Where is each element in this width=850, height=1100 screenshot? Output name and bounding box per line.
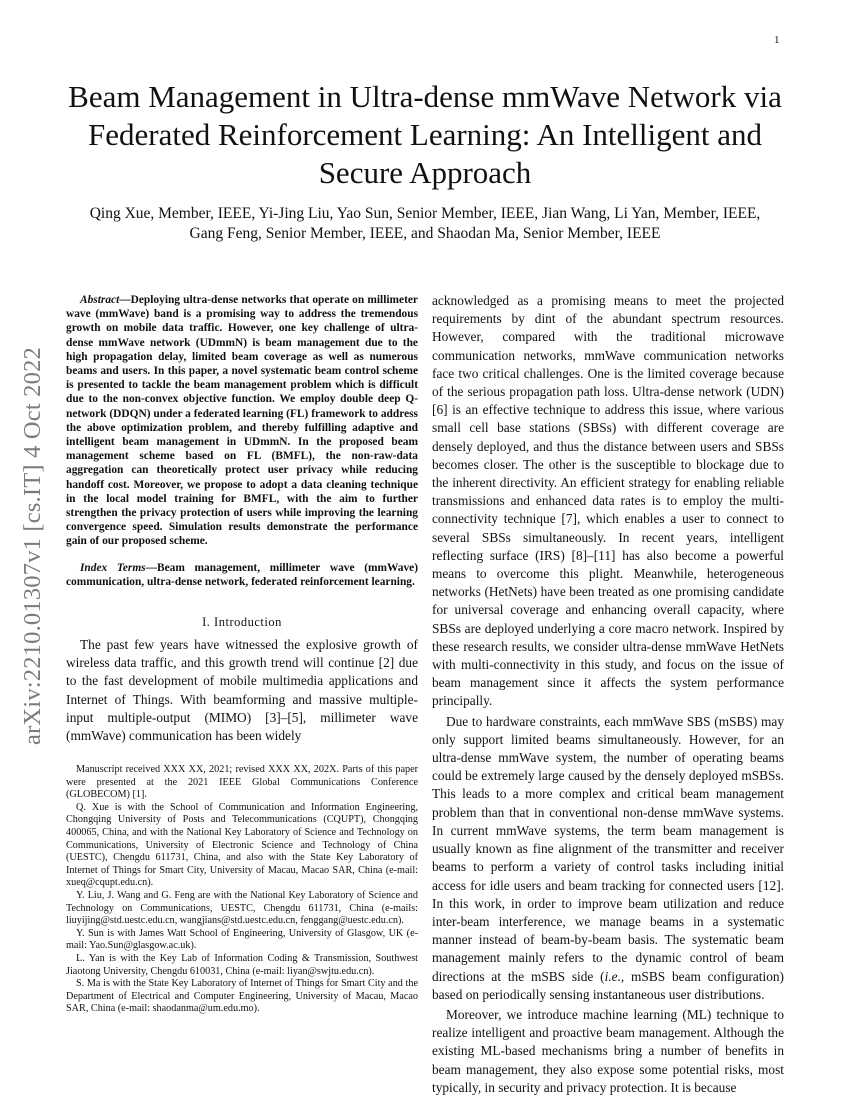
index-terms-label: Index Terms — [80, 561, 146, 574]
footnote: Q. Xue is with the School of Communication and Information Engineering, Chongqing University of Posts and Telecommunications (CQUPT), Chongqing 400065, China, and with the National Key Laboratory of Science and Technology on Communications, University of Electronic Science and Technology of China (UESTC), Chengdu 611731, China, and also with the State Key Laboratory of Internet of Things for Smart City, University of Macau, Macao SAR, China (e-mail: xueq@cqupt.edu.cn). — [66, 801, 418, 889]
author-line: Qing Xue, Member, IEEE, Yi-Jing Liu, Yao Sun, Senior Member, IEEE, Jian Wang, Li Yan, Member, IEEE, — [89, 205, 761, 222]
footnote: Manuscript received XXX XX, 2021; revised XXX XX, 202X. Parts of this paper were presented at the 2021 IEEE Global Communications Conference (GLOBECOM) [1]. — [66, 764, 418, 801]
body-text-segment: , mSBS beam configuration) based on periodically sensing instantaneous user distributions. — [432, 968, 784, 1002]
intro-paragraph: The past few years have witnessed the explosive growth of wireless data traffic, and this growth trend will continue [2] due to the fast development of mobile multimedia applications and Internet of Things. With beamforming and massive multiple-input multiple-output (MIMO) [3]–[5], millimeter wave (mmWave) communication has been widely — [66, 637, 418, 744]
abstract — [66, 293, 418, 549]
author-line: Gang Feng, Senior Member, IEEE, and Shaodan Ma, Senior Member, IEEE — [189, 225, 661, 242]
index-terms — [66, 561, 418, 589]
page-number: 1 — [774, 34, 780, 46]
footnote: Y. Sun is with James Watt School of Engineering, University of Glasgow, UK (e-mail: Yao.Sun@glasgow.ac.uk). — [66, 927, 418, 952]
body-text-italic: i.e. — [604, 968, 621, 984]
arxiv-identifier: arXiv:2210.01307v1 [cs.IT] 4 Oct 2022 — [19, 347, 46, 745]
index-terms-text: —Beam management, millimeter wave (mmWave) communication, ultra-dense network, federated reinforcement learning. — [66, 561, 418, 588]
section-heading: I. Introduction — [202, 615, 282, 630]
footnote: S. Ma is with the State Key Laboratory of Internet of Things for Smart City and the Department of Electrical and Computer Engineering, University of Macau, Macao SAR, China (e-mail: shaodanma@um.edu.mo). — [66, 978, 418, 1015]
body-paragraph — [432, 713, 784, 1004]
body-paragraph: Moreover, we introduce machine learning (ML) technique to realize intelligent and proactive beam management. Although the existing ML-based mechanisms bring a number of benefits in beam management, they also expose some potential risks, most typically, in security and privacy protection. It is because — [432, 1006, 784, 1095]
footnote: Y. Liu, J. Wang and G. Feng are with the National Key Laboratory of Science and Technology on Communications, UESTC, Chengdu 611731, China (e-mails: liuyijing@std.uestc.edu.cn, wangjians@std.uestc.edu.cn, fenggang@uestc.edu.cn). — [66, 889, 418, 927]
footnote: L. Yan is with the Key Lab of Information Coding & Transmission, Southwest Jiaotong University, Chengdu 610031, China (e-mail: liyan@swjtu.edu.cn). — [66, 952, 418, 977]
right-column — [432, 292, 784, 1097]
abstract-text: —Deploying ultra-dense networks that operate on millimeter wave (mmWave) band is a promising way to address the tremendous growth on mobile data traffic. However, one key challenge of ultra-dense mmWave network (UDmmN) is beam management due to the high propagation delay, limited beam coverage as well as numerous beams and users. In this paper, a novel systematic beam control scheme is presented to tackle the beam management problem which is difficult due to the non-convex objective function. We employ double deep Q-network (DDQN) under a federated learning (FL) framework to address the above optimization problem, and thereby fulfilling adaptive and intelligent beam management in UDmmN. In the proposed beam management scheme based on FL (BMFL), the non-raw-data aggregation can theoretically protect user privacy while reducing handoff cost. Moreover, we propose to adopt a data cleaning technique in the local model training for BMFL, with the aim to further strengthen the privacy protection of users while improving the learning convergence speed. Simulation results demonstrate the performance gain of our proposed scheme. — [66, 294, 418, 548]
footnotes — [66, 764, 418, 1016]
author-list — [60, 204, 790, 244]
paper-title: Beam Management in Ultra-dense mmWave Network via Federated Reinforcement Learning: An Intelligent and Secure Approach — [68, 79, 782, 190]
body-text-segment: Due to hardware constraints, each mmWave SBS (mSBS) may only support limited beams simultaneously. However, for an ultra-dense mmWave system, the number of operating beams could be extremely large caused by the densely deployed mSBSs. This leads to a more complex and critical beam management problem than that in conventional non-dense mmWave systems. In current mmWave systems, the term beam management is usually known as fine alignment of the transmitter and receiver beams to perform a variety of control tasks including initial access for idle users and beam tracking for connected users [12]. In this work, in order to improve beam utilization and reduce inter-beam interference, we manage beams in a systematic manner instead of beam-by-beam basis. The systematic beam management mainly refers to the dynamic control of beam directions at the mSBS side ( — [432, 713, 784, 984]
left-column — [66, 293, 418, 745]
body-paragraph: acknowledged as a promising means to meet the projected requirements by dint of the abundant spectrum resources. However, compared with the traditional microwave communication networks, mmWave communication networks face two critical challenges. One is the limited coverage because of the serious propagation path loss. Ultra-dense network (UDN) [6] is an effective technique to address this issue, where various small cell base stations (SBSs) with different coverage are densely deployed, and thus the distance between users and SBSs becomes closer. The other is the susceptible to blockage due to the inherent directivity. An efficient strategy for enabling reliable transmissions and enhanced data rates is to employ the multi-connectivity technique [7], which enables a user to connect to several SBSs simultaneously. In recent years, intelligent reflecting surface (IRS) [8]–[11] has also become a powerful means to overcome this plight. Meanwhile, heterogeneous networks (HetNets) have been treated as one promising candidate for universal coverage and enhancing overall capacity, where SBSs are deployed underlying a core macro network. Inspired by these research results, we consider ultra-dense mmWave HetNets with multi-connectivity in this study, and focus on the issue of beam management since it affects the system performance principally. — [432, 293, 784, 709]
abstract-label: Abstract — [80, 294, 120, 306]
